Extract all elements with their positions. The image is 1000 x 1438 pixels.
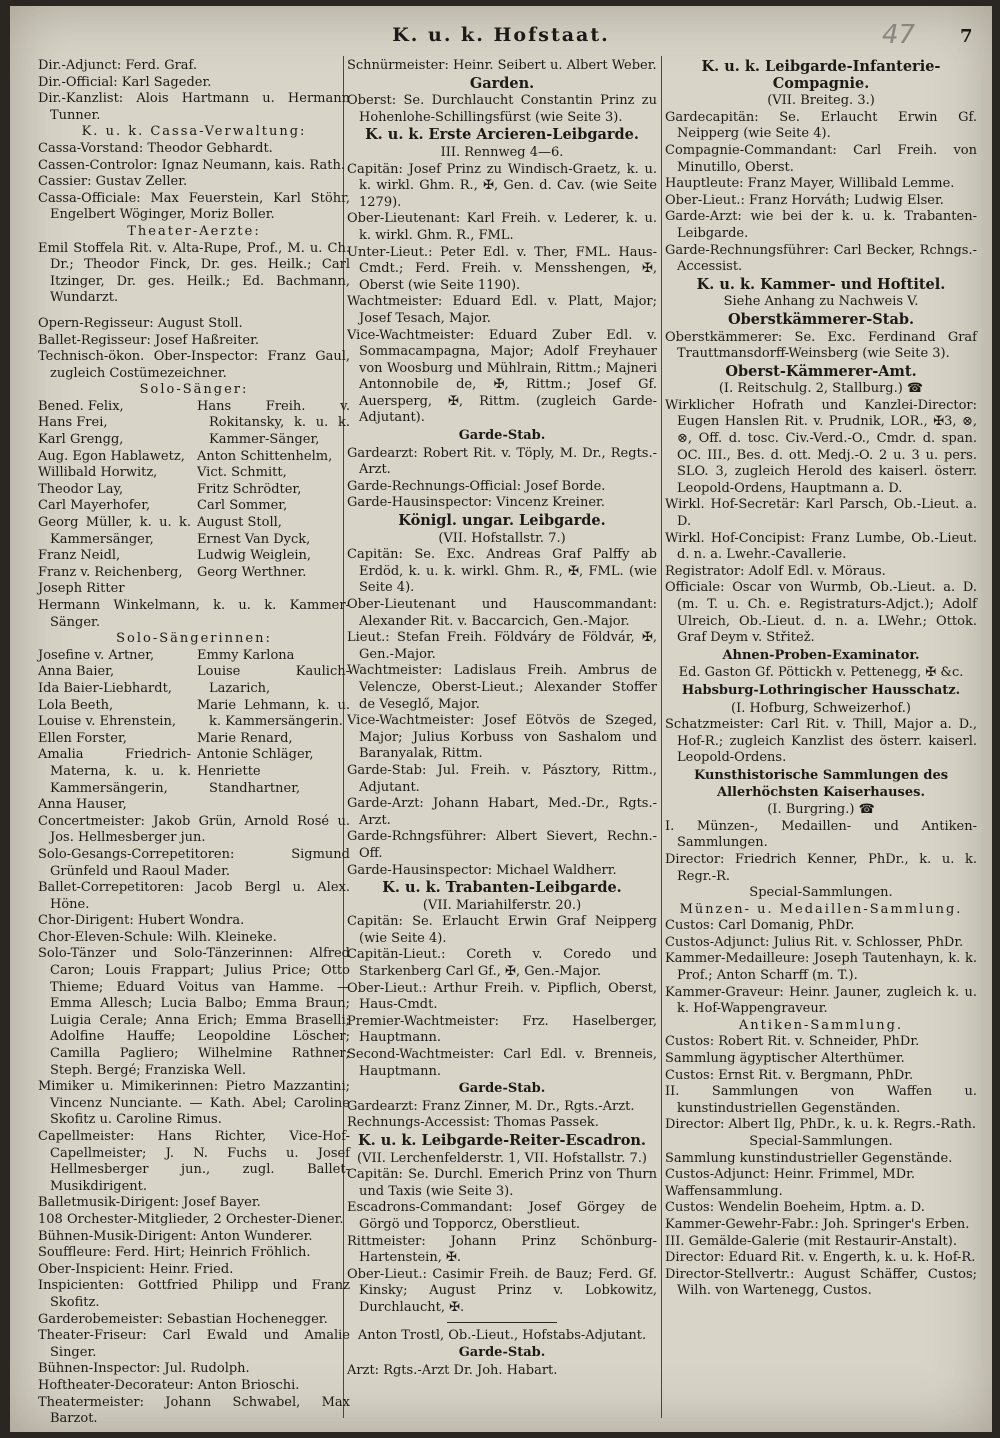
entry-list	[347, 1099, 657, 1132]
entry: Wirkl. Hof-Secretär: Karl Parsch, Ob.-Lieut. a. D.	[665, 497, 977, 530]
entry-list	[38, 648, 191, 814]
entry: Ellen Forster,	[38, 730, 127, 746]
entry-list	[665, 1034, 977, 1134]
entry: Theodor Lay,	[38, 481, 124, 497]
entry: Henriette Standhartner,	[197, 763, 301, 796]
section-heading: Antiken-Sammlung.	[738, 1017, 904, 1033]
entry: Ballet-Correpetitoren: Jacob Bergl u. Alex. Höne.	[38, 880, 350, 912]
entry: Lieut.: Stefan Freih. Földváry de Földvár, ✠, Gen.-Major.	[347, 630, 657, 662]
entry: Ernest Van Dyck,	[197, 531, 311, 547]
entry-list	[347, 58, 657, 75]
entry: Technisch-ökon. Ober-Inspector: Franz Gaul, zugleich Costümezeichner.	[38, 349, 350, 381]
section-address: (VII. Lerchenfelderstr. 1, VII. Hofstallstr. 7.)	[357, 1150, 647, 1166]
entry: Lola Beeth,	[38, 697, 114, 713]
section-note: Siehe Anhang zu Nachweis V.	[723, 294, 919, 310]
section-address: (VII. Breiteg. 3.)	[767, 93, 875, 109]
column-middle	[347, 58, 657, 1418]
entry: Arzt: Rgts.-Arzt Dr. Joh. Habart.	[347, 1362, 558, 1378]
entry-list	[665, 1151, 977, 1300]
page-number: 7	[960, 26, 973, 47]
entry: Chor-Eleven-Schule: Wilh. Kleineke.	[38, 929, 277, 945]
entry: Ida Baier-Liebhardt,	[38, 680, 172, 696]
entry: Garderobemeister: Sebastian Hochenegger.	[38, 1311, 328, 1327]
entry: Custos: Ernst Rit. v. Bergmann, PhDr.	[665, 1067, 914, 1083]
section-heading: Oberstkämmerer-Stab.	[727, 310, 915, 328]
entry: Kammer-Gewehr-Fabr.: Joh. Springer's Erben.	[665, 1216, 970, 1232]
section-heading: Garde-Stab.	[458, 1081, 546, 1097]
entry: Kammer-Graveur: Heinr. Jauner, zugleich k. u. k. Hof-Wappengraveur.	[665, 984, 977, 1017]
section-address: (VII. Mariahilferstr. 20.)	[422, 897, 582, 913]
section-address: (VII. Hofstallstr. 7.)	[438, 530, 566, 546]
running-title: K. u. k. Hofstaat.	[392, 24, 610, 46]
entry: Bühnen-Musik-Dirigent: Anton Wunderer.	[38, 1228, 313, 1244]
entry: Garde-Rechnungs-Official: Josef Borde.	[347, 478, 606, 494]
entry: Chor-Dirigent: Hubert Wondra.	[38, 913, 245, 929]
entry: Cassen-Controlor: Ignaz Neumann, kais. Rath.	[38, 157, 345, 173]
entry: Hans Freih. v. Rokitansky, k. u. k. Kammer-Sänger,	[197, 398, 350, 448]
entry: Oberstkämmerer: Se. Exc. Ferdinand Graf Trauttmansdorff-Weinsberg (wie Seite 3).	[665, 329, 977, 362]
entry: Georg Müller, k. u. k. Kammersänger,	[38, 515, 191, 547]
column-right	[665, 58, 977, 1418]
entry: Vice-Wachtmeister: Josef Eötvös de Szeged, Major; Julius Korbuss von Sashalom und Baranyalak, Rittm.	[347, 713, 657, 762]
column-left	[38, 58, 350, 1427]
entry: Ballet-Regisseur: Josef Haßreiter.	[38, 332, 260, 348]
entry: Anton Trostl, Ob.-Lieut., Hofstabs-Adjutant.	[357, 1327, 647, 1343]
entry: Concertmeister: Jakob Grün, Arnold Rosé u. Jos. Hellmesberger jun.	[38, 813, 350, 846]
entry: Garde-Hausinspector: Michael Waldherr.	[347, 862, 617, 878]
entry-list	[665, 398, 977, 647]
entry: Solo-Tänzer und Solo-Tänzerinnen: Alfred Caron; Louis Frappart; Julius Price; Otto Thieme; Eduard Voitus van Hamme. — Emma Allesch; Lucia Balbo; Emma Braun; Luigia Cerale; Anna Erich; Emma Braselli; Adolfine Hauffe; Leopoldine Löscher; Camilla Pagliero; Wilhelmine Rathner; Steph. Bergé; Franziska Well.	[38, 946, 350, 1078]
entry-list	[665, 330, 977, 363]
entry: Anton Schittenhelm,	[197, 448, 333, 464]
entry: Josefine v. Artner,	[38, 647, 155, 663]
section-heading: Garden.	[469, 74, 535, 92]
entry: Theater-Friseur: Carl Ewald und Amalie Singer.	[38, 1328, 350, 1360]
section-heading: K. u. k. Trabanten-Leibgarde.	[382, 879, 622, 897]
entry: Antonie Schläger,	[197, 747, 314, 763]
entry: Compagnie-Commandant: Carl Freih. von Minutillo, Oberst.	[665, 142, 977, 175]
entry-list	[665, 918, 977, 1018]
entry: Inspicienten: Gottfried Philipp und Franz Skofitz.	[38, 1278, 350, 1310]
entry: Opern-Regisseur: August Stoll.	[38, 315, 243, 331]
entry-list	[347, 914, 657, 1080]
entry: Premier-Wachtmeister: Frz. Haselberger, Hauptmann.	[347, 1013, 657, 1046]
section-heading: K. u. k. Leibgarde-Infanterie-Compagnie.	[701, 58, 941, 92]
section-heading: Kunsthistorische Sammlungen des Allerhöchsten Kaiserhauses.	[693, 767, 949, 800]
entry: Vice-Wachtmeister: Eduard Zuber Edl. v. Sommacampagna, Major; Adolf Freyhauer von Woosburg und Mühlrain, Rittm.; Majneri Antonnobile de, ✠, Rittm.; Josef Gf. Auersperg, ✠, Rittm. (zugleich Garde-Adjutant).	[347, 327, 657, 426]
entry: Sammlung kunstindustrieller Gegenstände.	[665, 1150, 953, 1166]
entry: Registrator: Adolf Edl. v. Möraus.	[665, 563, 886, 579]
section-heading: Oberst-Kämmerer-Amt.	[725, 362, 917, 380]
entry-list	[38, 399, 191, 598]
section-heading: K. u. k. Cassa-Verwaltung:	[81, 124, 307, 140]
entry: Custos: Carl Domanig, PhDr.	[665, 918, 855, 934]
entry: Amalia Friedrich-Materna, k. u. k. Kammersängerin,	[38, 747, 191, 796]
entry: Ober-Inspicient: Heinr. Fried.	[38, 1261, 234, 1277]
entry: Custos: Wendelin Boeheim, Hptm. a. D.	[665, 1200, 925, 1216]
section-heading: Garde-Stab.	[458, 428, 546, 444]
divider	[447, 1322, 557, 1323]
entry: Bühnen-Inspector: Jul. Rudolph.	[38, 1361, 250, 1377]
entry: Dir.-Kanzlist: Alois Hartmann u. Hermann Tunner.	[38, 91, 350, 123]
entry: Oberst: Se. Durchlaucht Constantin Prinz zu Hohenlohe-Schillingsfürst (wie Seite 3).	[347, 93, 657, 125]
entry: Capitän: Josef Prinz zu Windisch-Graetz, k. u. k. wirkl. Ghm. R., ✠, Gen. d. Cav. (wie Seite 1279).	[347, 161, 657, 210]
entry: Balletmusik-Dirigent: Josef Bayer.	[38, 1195, 261, 1211]
entry: Emmy Karlona	[197, 647, 295, 663]
entry-list	[347, 446, 657, 512]
entry: Custos-Adjunct: Julius Rit. v. Schlosser, PhDr.	[665, 934, 964, 950]
entry: Hauptleute: Franz Mayer, Willibald Lemme.	[665, 176, 955, 192]
entry: Custos-Adjunct: Heinr. Frimmel, MDr.	[665, 1167, 916, 1183]
entry: Garde-Hausinspector: Vincenz Kreiner.	[347, 495, 605, 511]
entry: Emil Stoffela Rit. v. Alta-Rupe, Prof., M. u. Ch. Dr.; Theodor Finck, Dr. ges. Heilk.; Carl Itzinger, Dr. ges. Heilk.; Ed. Bachmann, Wundarzt.	[38, 240, 350, 306]
entry-list	[665, 717, 977, 767]
entry: Wirklicher Hofrath und Kanzlei-Director: Eugen Hanslen Rit. v. Prudnik, LOR., ✠3, ⊗, ⊗, Off. d. tosc. Civ.-Verd.-O., Cmdr. d. span. OC. III., Bes. d. ott. Medj.-O. 2 u. 3 u. pers. SLO. 3, zugleich Herold des kaiserl. österr. Leopold-Ordens, Hauptmann a. D.	[665, 397, 977, 496]
section-heading: Habsburg-Lothringischer Hausschatz.	[681, 682, 961, 698]
entry-list	[38, 814, 350, 1428]
entry: Willibald Horwitz,	[38, 465, 158, 481]
entry: Bened. Felix,	[38, 398, 124, 414]
entry: Schatzmeister: Carl Rit. v. Thill, Major a. D., Hof-R.; zugleich Kanzlist des österr. kaiserl. Leopold-Ordens.	[665, 717, 977, 766]
entry-list	[38, 241, 350, 307]
entry: Marie Renard,	[197, 730, 293, 746]
entry: Capitän: Se. Erlaucht Erwin Graf Neipperg (wie Seite 4).	[347, 914, 657, 946]
entry-list	[38, 58, 350, 124]
entry: Louise v. Ehrenstein,	[38, 714, 176, 730]
section-address: (I. Hofburg, Schweizerhof.)	[731, 700, 911, 716]
column-divider	[661, 56, 662, 1418]
entry: Rittmeister: Johann Prinz Schönburg-Hartenstein, ✠.	[347, 1233, 657, 1266]
entry: Louise Kaulich-Lazarich,	[197, 664, 350, 696]
section-heading: Theater-Aerzte:	[127, 223, 261, 239]
entry-list	[665, 819, 977, 852]
section-heading: Special-Sammlungen.	[749, 885, 893, 901]
entry: Director: Friedrich Kenner, PhDr., k. u. k. Regr.-R.	[665, 851, 977, 884]
entry: Dir.-Official: Karl Sageder.	[38, 74, 212, 90]
entry: Capitän-Lieut.: Coreth v. Coredo und Starkenberg Carl Gf., ✠, Gen.-Major.	[347, 947, 657, 980]
entry-list	[197, 648, 350, 814]
entry: Unter-Lieut.: Peter Edl. v. Ther, FML. Haus-Cmdt.; Ferd. Freih. v. Mensshengen, ✠, Oberst (wie Seite 1190).	[347, 244, 657, 293]
entry: August Stoll,	[197, 515, 282, 531]
section-address: III. Rennweg 4—6.	[440, 144, 564, 160]
entry: Hoftheater-Decorateur: Anton Brioschi.	[38, 1377, 300, 1393]
entry: Hans Frei,	[38, 415, 108, 431]
section-address: (I. Burgring.) ☎	[767, 802, 875, 818]
entry: Fritz Schrödter,	[197, 481, 302, 497]
entry: 108 Orchester-Mitglieder, 2 Orchester-Diener.	[38, 1211, 344, 1227]
entry: Carl Mayerhofer,	[38, 498, 151, 514]
spacer	[38, 307, 350, 316]
entry-list	[347, 1363, 657, 1380]
document-page	[10, 6, 992, 1432]
entry: Garde-Rechnungsführer: Carl Becker, Rchngs.-Accessist.	[665, 242, 977, 275]
entry: Cassier: Gustav Zeller.	[38, 174, 188, 190]
entry-list	[665, 110, 977, 276]
section-heading: Solo-Sänger:	[139, 382, 249, 398]
entry: Carl Sommer,	[197, 498, 288, 514]
entry: Officiale: Oscar von Wurmb, Ob.-Lieut. a. D. (m. T. u. Ch. e. Registraturs-Adjct.); Adolf Ulreich, Ob.-Lieut. d. n. a. LWehr.; Ottok. Graf Deym v. Střitež.	[665, 580, 977, 646]
entry: Capellmeister: Hans Richter, Vice-Hof-Capellmeister; J. N. Fuchs u. Josef Hellmesberger jun., zugl. Ballet-Musikdirigent.	[38, 1129, 350, 1194]
page-header	[10, 20, 992, 50]
entry: Karl Grengg,	[38, 432, 124, 448]
entry: Director-Stellvertr.: August Schäffer, Custos; Wilh. von Wartenegg, Custos.	[665, 1266, 977, 1299]
entry: II. Sammlungen von Waffen u. kunstindustriellen Gegenständen.	[665, 1084, 977, 1116]
entry: Solo-Gesangs-Correpetitoren: Sigmund Grünfeld und Raoul Mader.	[38, 846, 350, 879]
entry-list	[347, 162, 657, 428]
entry: Gardearzt: Franz Zinner, M. Dr., Rgts.-Arzt.	[347, 1098, 635, 1114]
entry: Cassa-Vorstand: Theodor Gebhardt.	[38, 140, 273, 156]
entry: Garde-Rchngsführer: Albert Sievert, Rechn.-Off.	[347, 829, 657, 861]
entry: Ober-Lieut.: Franz Horváth; Ludwig Elser.	[665, 192, 944, 208]
entry: Sammlung ägyptischer Alterthümer.	[665, 1051, 905, 1067]
entry: Wirkl. Hof-Concipist: Franz Lumbe, Ob.-Lieut. d. n. a. Lwehr.-Cavallerie.	[665, 530, 977, 563]
entry: Waffensammlung.	[665, 1183, 783, 1199]
entry: Escadrons-Commandant: Josef Görgey de Görgö und Topporcz, Oberstlieut.	[347, 1200, 657, 1232]
entry: Capitän: Se. Durchl. Emerich Prinz von Thurn und Taxis (wie Seite 3).	[347, 1167, 657, 1199]
entry: Anna Baier,	[38, 664, 115, 680]
section-heading: K. u. k. Erste Arcieren-Leibgarde.	[365, 126, 639, 144]
entry: Ober-Lieutenant und Hauscommandant: Alexander Rit. v. Baccarcich, Gen.-Major.	[347, 597, 657, 629]
entry: Gardecapitän: Se. Erlaucht Erwin Gf. Neipperg (wie Seite 4).	[665, 109, 977, 142]
entry: Garde-Arzt: Johann Habart, Med.-Dr., Rgts.-Arzt.	[347, 796, 657, 828]
entry: Joseph Ritter	[38, 581, 125, 597]
section-heading: Ahnen-Proben-Examinator.	[722, 647, 920, 663]
section-heading: Solo-Sängerinnen:	[116, 631, 272, 647]
handwritten-page-number: 47	[882, 20, 916, 50]
entry: Garde-Stab: Jul. Freih. v. Pásztory, Rittm., Adjutant.	[347, 762, 657, 795]
section-heading: K. u. k. Leibgarde-Reiter-Escadron.	[358, 1132, 646, 1149]
entry: Ed. Gaston Gf. Pöttickh v. Pettenegg, ✠ &c.	[678, 665, 964, 681]
entry-list	[38, 316, 350, 382]
entry: Cassa-Officiale: Max Feuerstein, Karl Stöhr, Engelbert Wöginger, Moriz Boller.	[38, 190, 350, 223]
entry: Marie Lehmann, k. u. k. Kammersängerin.	[197, 697, 350, 730]
entry: Ober-Lieutenant: Karl Freih. v. Lederer, k. u. k. wirkl. Ghm. R., FML.	[347, 211, 657, 243]
entry: Capitän: Se. Exc. Andreas Graf Palffy ab Erdöd, k. u. k. wirkl. Ghm. R., ✠, FML. (wie Seite 4).	[347, 547, 657, 596]
entry-list	[38, 141, 350, 224]
entry-list	[197, 399, 350, 598]
section-heading: Königl. ungar. Leibgarde.	[398, 512, 606, 530]
entry: Theatermeister: Johann Schwabel, Max Barzot.	[38, 1394, 350, 1427]
entry: Kammer-Medailleure: Joseph Tautenhayn, k. k. Prof.; Anton Scharff (m. T.).	[665, 951, 977, 984]
entry: Ober-Lieut.: Casimir Freih. de Bauz; Ferd. Gf. Kinsky; August Prinz v. Lobkowitz, Durchlaucht, ✠.	[347, 1266, 657, 1315]
entry-list	[347, 93, 657, 126]
entry: Garde-Arzt: wie bei der k. u. k. Trabanten-Leibgarde.	[665, 209, 977, 241]
section-address: (I. Reitschulg. 2, Stallburg.) ☎	[718, 381, 924, 397]
entry: I. Münzen-, Medaillen- und Antiken-Sammlungen.	[665, 818, 977, 851]
entry: Franz v. Reichenberg,	[38, 564, 183, 580]
entry: Custos: Robert Rit. v. Schneider, PhDr.	[665, 1034, 920, 1050]
entry: Second-Wachtmeister: Carl Edl. v. Brenneis, Hauptmann.	[347, 1047, 657, 1079]
section-heading: Garde-Stab.	[458, 1345, 546, 1361]
section-heading: K. u. k. Kammer- und Hoftitel.	[696, 275, 946, 293]
entry: Wachtmeister: Ladislaus Freih. Ambrus de Velencze, Oberst-Lieut.; Alexander Stoffer de Veseglő, Major.	[347, 663, 657, 712]
section-heading: Special-Sammlungen.	[749, 1134, 893, 1149]
entry: Rechnungs-Accessist: Thomas Passek.	[347, 1115, 599, 1131]
entry: Souffleure: Ferd. Hirt; Heinrich Fröhlich.	[38, 1245, 311, 1261]
singer-list	[38, 399, 350, 598]
entry: Schnürmeister: Heinr. Seibert u. Albert Weber.	[347, 58, 657, 73]
entry: Director: Eduard Rit. v. Engerth, k. u. k. Hof-R.	[665, 1250, 976, 1266]
entry: Dir.-Adjunct: Ferd. Graf.	[38, 58, 198, 73]
entry: Aug. Egon Hablawetz,	[38, 448, 185, 464]
section-heading: Münzen- u. Medaillen-Sammlung.	[679, 901, 963, 917]
entry: Anna Hauser,	[38, 797, 127, 813]
entry: Wachtmeister: Eduard Edl. v. Platt, Major; Josef Tesach, Major.	[347, 294, 657, 326]
entry: Ober-Lieut.: Arthur Freih. v. Pipflich, Oberst, Haus-Cmdt.	[347, 980, 657, 1013]
entry-list	[665, 852, 977, 885]
entry: III. Gemälde-Galerie (mit Restaurir-Anstalt).	[665, 1233, 957, 1249]
entry: Franz Neidl,	[38, 548, 121, 564]
entry-list	[347, 1167, 657, 1316]
entry: Director: Albert Ilg, PhDr., k. u. k. Regrs.-Rath.	[665, 1117, 976, 1133]
entry: Vict. Schmitt,	[197, 465, 287, 481]
singer-list	[38, 648, 350, 814]
entry-list	[347, 547, 657, 879]
entry: Georg Werthner.	[197, 564, 307, 580]
entry: Gardearzt: Robert Rit. v. Töply, M. Dr., Regts.-Arzt.	[347, 445, 657, 478]
entry: Ludwig Weiglein,	[197, 548, 312, 564]
entry: Mimiker u. Mimikerinnen: Pietro Mazzantini; Vincenz Nunciante. — Kath. Abel; Caroline Skofitz u. Caroline Rimus.	[38, 1079, 350, 1128]
entry: Hermann Winkelmann, k. u. k. Kammer-Sänger.	[38, 598, 350, 630]
